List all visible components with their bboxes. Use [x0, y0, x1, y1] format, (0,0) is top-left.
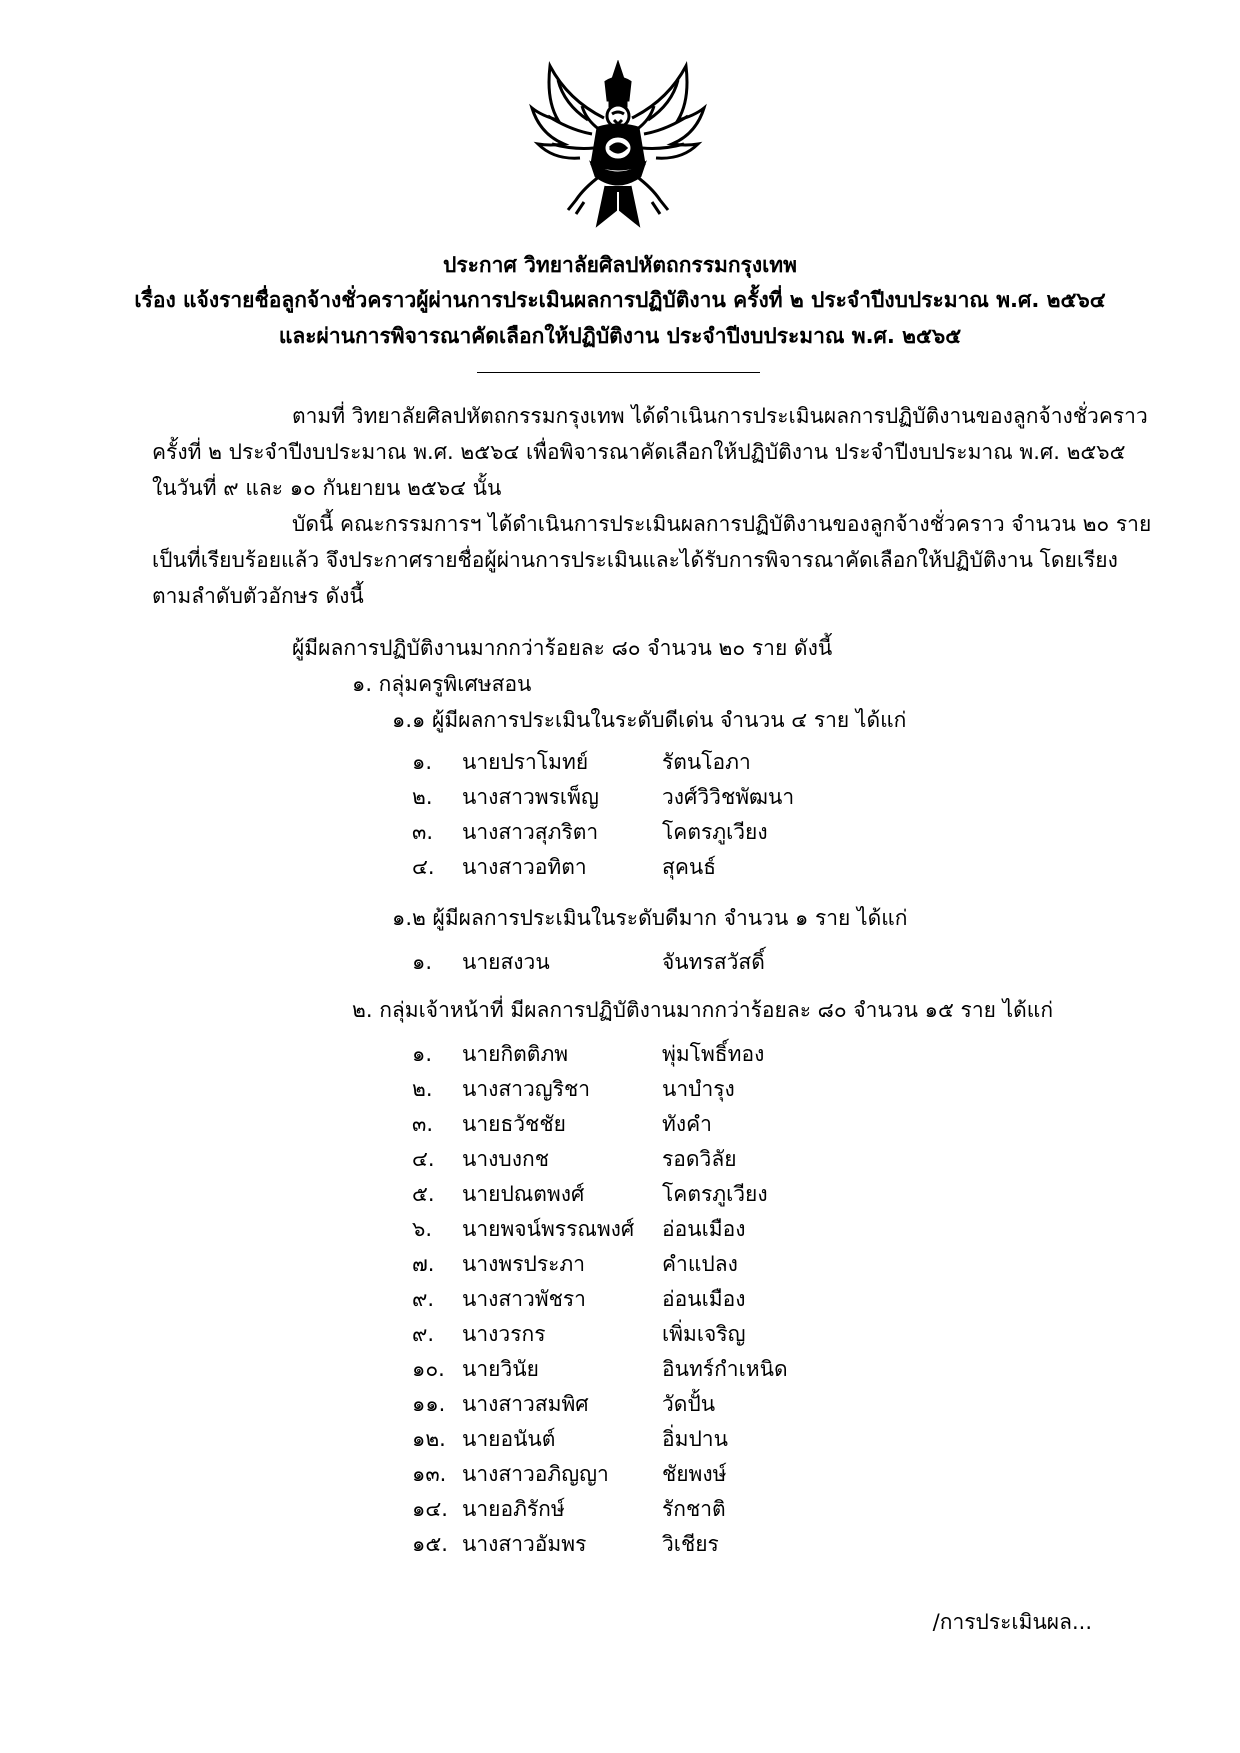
paragraph-2-line-3: ตามลำดับตัวอักษร ดังนี้	[152, 584, 364, 608]
announcement-subject-continued: และผ่านการพิจารณาคัดเลือกให้ปฏิบัติงาน ประจำปีงบประมาณ พ.ศ. ๒๕๖๕	[278, 324, 962, 348]
person-surname: ชัยพงษ์	[662, 1462, 727, 1486]
paragraph-2-line-2: เป็นที่เรียบร้อยแล้ว จึงประกาศรายชื่อผู้ผ่านการประเมินและได้รับการพิจารณาคัดเลือกให้ปฏิบัติงาน โดยเรียง	[152, 548, 1118, 572]
item-number: ๑๐.	[412, 1357, 445, 1381]
person-name: นางสาวพัชรา	[462, 1287, 586, 1311]
list-item	[0, 820, 1240, 850]
person-name: นายอภิรักษ์	[462, 1497, 565, 1521]
item-number: ๑๑.	[412, 1392, 446, 1416]
person-surname: อินทร์กำเหนิด	[662, 1357, 788, 1381]
person-surname: อิ่มปาน	[662, 1427, 728, 1451]
item-number: ๑๔.	[412, 1497, 448, 1521]
person-surname: วิเชียร	[662, 1532, 719, 1556]
item-number: ๑๒.	[412, 1427, 446, 1451]
item-number: ๑๓.	[412, 1462, 447, 1486]
list-item	[0, 1322, 1240, 1352]
person-surname: โคตรภูเวียง	[662, 1182, 768, 1206]
list-item	[0, 1427, 1240, 1457]
item-number: ๖.	[412, 1217, 433, 1241]
list-item	[0, 1392, 1240, 1422]
person-surname: อ่อนเมือง	[662, 1287, 746, 1311]
person-name: นางสาวสุภริตา	[462, 820, 599, 844]
list-item	[0, 1357, 1240, 1387]
item-number: ๑๕.	[412, 1532, 448, 1556]
list-item	[0, 1287, 1240, 1317]
item-number: ๑.	[412, 750, 433, 774]
paragraph-1-line-1: ตามที่ วิทยาลัยศิลปหัตถกรรมกรุงเทพ ได้ดำเนินการประเมินผลการปฏิบัติงานของลูกจ้างชั่วคราว	[292, 404, 1148, 428]
list-item	[0, 855, 1240, 885]
item-number: ๑.	[412, 950, 433, 974]
person-surname: ทังคำ	[662, 1112, 712, 1136]
list-item	[0, 1462, 1240, 1492]
person-surname: รักชาติ	[662, 1497, 726, 1521]
person-surname: โคตรภูเวียง	[662, 820, 768, 844]
person-surname: รอดวิลัย	[662, 1147, 737, 1171]
group-1-sub-1-heading: ๑.๑ ผู้มีผลการประเมินในระดับดีเด่น จำนวน ๔ ราย ได้แก่	[392, 708, 907, 732]
person-surname: คำแปลง	[662, 1252, 738, 1276]
item-number: ๒.	[412, 785, 433, 809]
paragraph-2-line-1: บัดนี้ คณะกรรมการฯ ได้ดำเนินการประเมินผลการปฏิบัติงานของลูกจ้างชั่วคราว จำนวน ๒๐ ราย	[292, 512, 1152, 536]
person-name: นางสาวอัมพร	[462, 1532, 587, 1556]
list-item	[0, 1497, 1240, 1527]
person-surname: รัตนโอภา	[662, 750, 751, 774]
item-number: ๕.	[412, 1182, 435, 1206]
person-name: นางบงกช	[462, 1147, 549, 1171]
person-surname: จันทรสวัสดิ์	[662, 950, 765, 974]
person-name: นายปราโมทย์	[462, 750, 589, 774]
person-name: นางพรประภา	[462, 1252, 586, 1276]
list-item	[0, 750, 1240, 780]
group-1-sub-2-heading: ๑.๒ ผู้มีผลการประเมินในระดับดีมาก จำนวน ๑ ราย ได้แก่	[392, 906, 908, 930]
paragraph-1-line-3: ในวันที่ ๙ และ ๑๐ กันยายน ๒๕๖๔ นั้น	[152, 476, 502, 500]
list-item	[0, 1532, 1240, 1562]
person-surname: สุคนธ์	[662, 855, 717, 879]
person-surname: วัดปั้น	[662, 1392, 716, 1416]
item-number: ๙.	[412, 1322, 435, 1346]
person-surname: วงศ์วิวิชพัฒนา	[662, 785, 795, 809]
person-name: นางสาวอภิญญา	[462, 1462, 609, 1486]
list-item	[0, 1077, 1240, 1107]
item-number: ๓.	[412, 1112, 434, 1136]
list-item	[0, 1112, 1240, 1142]
person-name: นางสาวญริชา	[462, 1077, 591, 1101]
group-1-heading: ๑. กลุ่มครูพิเศษสอน	[352, 672, 532, 696]
person-surname: พุ่มโพธิ์ทอง	[662, 1042, 765, 1066]
item-number: ๗.	[412, 1252, 435, 1276]
list-item	[0, 1147, 1240, 1177]
person-name: นายกิตติภพ	[462, 1042, 569, 1066]
person-surname: นาบำรุง	[662, 1077, 735, 1101]
item-number: ๒.	[412, 1077, 433, 1101]
list-item	[0, 785, 1240, 815]
item-number: ๔.	[412, 855, 435, 879]
announcement-subject: เรื่อง แจ้งรายชื่อลูกจ้างชั่วคราวผู้ผ่านการประเมินผลการปฏิบัติงาน ครั้งที่ ๒ ประจำปีงบประมาณ พ.ศ. ๒๕๖๔	[134, 288, 1106, 312]
paragraph-1-line-2: ครั้งที่ ๒ ประจำปีงบประมาณ พ.ศ. ๒๕๖๔ เพื่อพิจารณาคัดเลือกให้ปฏิบัติงาน ประจำปีงบประมาณ พ.ศ. ๒๕๖๕	[152, 440, 1126, 464]
person-name: นายธวัชชัย	[462, 1112, 566, 1136]
person-name: นายสงวน	[462, 950, 550, 974]
person-name: นายวินัย	[462, 1357, 539, 1381]
list-item	[0, 1217, 1240, 1247]
garuda-emblem-icon	[528, 60, 708, 230]
person-name: นางสาวอทิตา	[462, 855, 587, 879]
title-divider	[477, 372, 760, 373]
person-surname: อ่อนเมือง	[662, 1217, 746, 1241]
person-name: นายอนันต์	[462, 1427, 556, 1451]
person-name: นางสาวสมพิศ	[462, 1392, 589, 1416]
item-number: ๙.	[412, 1287, 435, 1311]
list-item	[0, 1252, 1240, 1282]
list-item	[0, 1042, 1240, 1072]
person-name: นางสาวพรเพ็ญ	[462, 785, 599, 809]
list-item	[0, 950, 1240, 980]
group-2-heading: ๒. กลุ่มเจ้าหน้าที่ มีผลการปฏิบัติงานมากกว่าร้อยละ ๘๐ จำนวน ๑๕ ราย ได้แก่	[352, 998, 1054, 1022]
item-number: ๔.	[412, 1147, 435, 1171]
item-number: ๓.	[412, 820, 434, 844]
list-item	[0, 1182, 1240, 1212]
item-number: ๑.	[412, 1042, 433, 1066]
person-name: นายพจน์พรรณพงศ์	[462, 1217, 635, 1241]
summary-line: ผู้มีผลการปฏิบัติงานมากกว่าร้อยละ ๘๐ จำนวน ๒๐ ราย ดังนี้	[292, 636, 833, 660]
announcement-title: ประกาศ วิทยาลัยศิลปหัตถกรรมกรุงเทพ	[443, 253, 797, 277]
person-name: นายปณตพงศ์	[462, 1182, 585, 1206]
person-name: นางวรกร	[462, 1322, 546, 1346]
person-surname: เพิ่มเจริญ	[662, 1322, 746, 1346]
page-continuation: /การประเมินผล...	[932, 1610, 1092, 1634]
